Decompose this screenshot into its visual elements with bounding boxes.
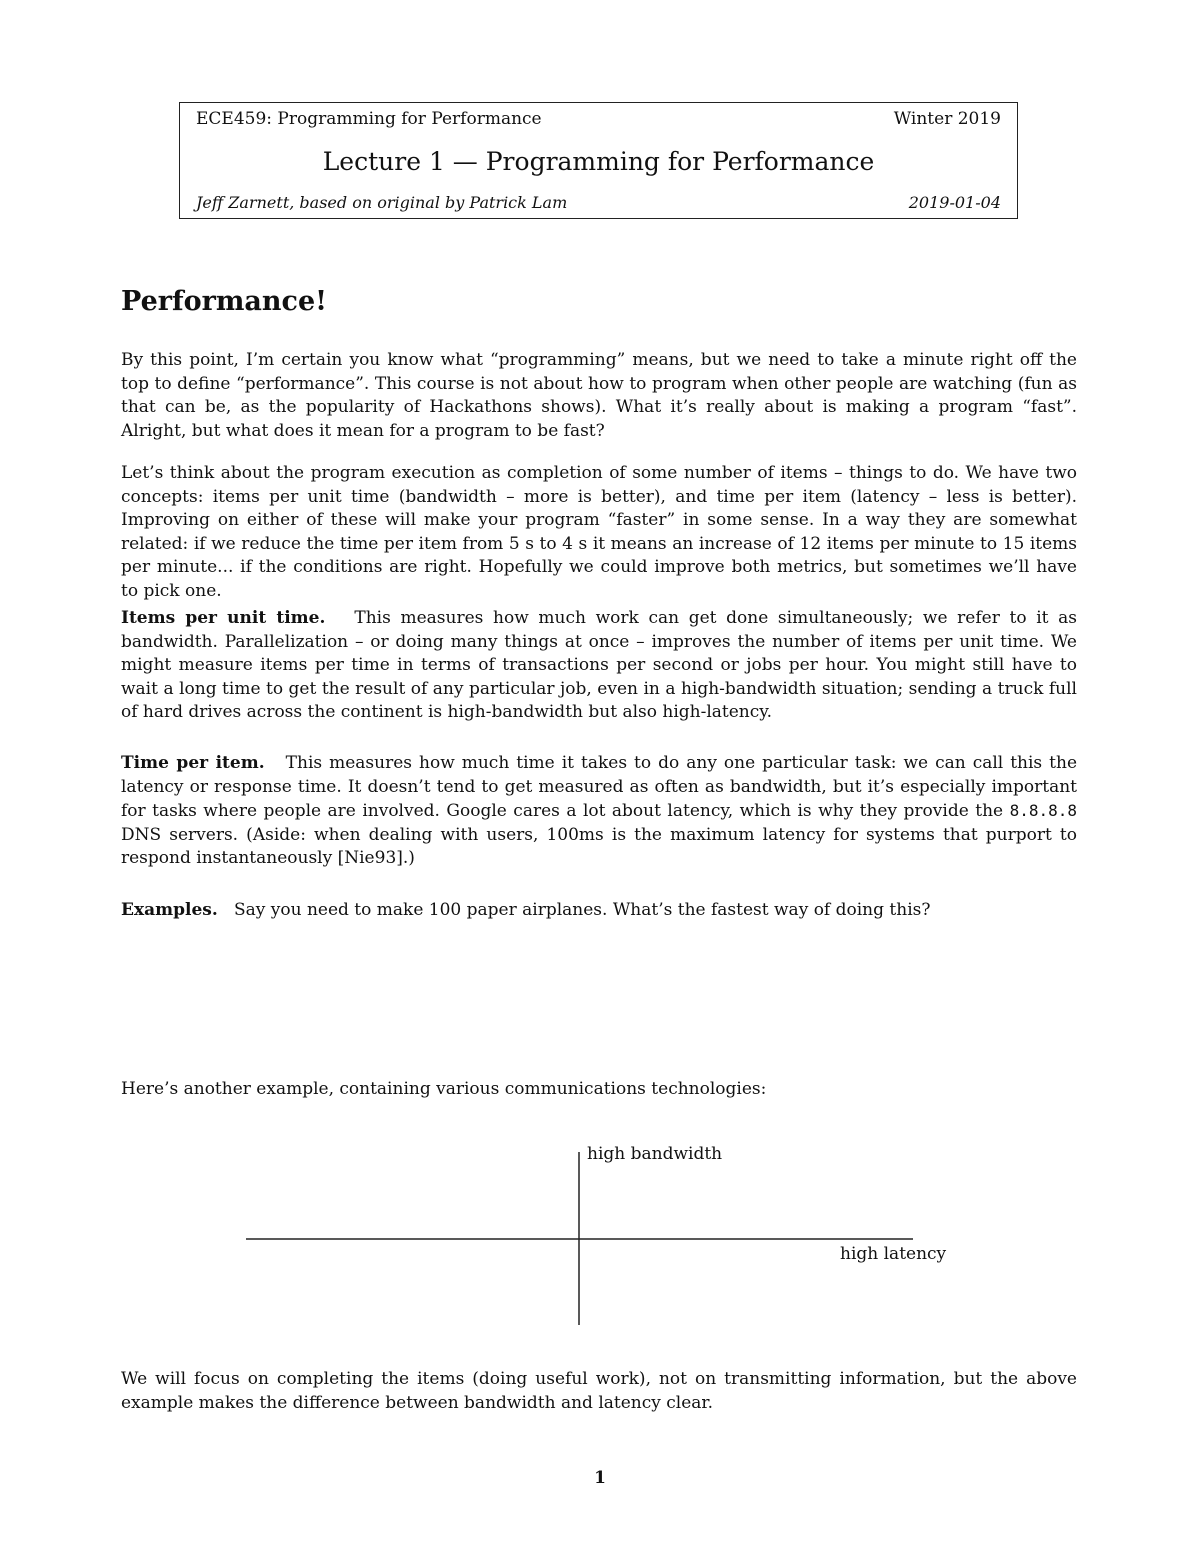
diagram-y-label: high bandwidth <box>587 1144 723 1164</box>
header-course-row <box>196 109 1001 129</box>
paragraph-examples <box>121 899 1077 923</box>
header-author-row <box>196 193 1001 212</box>
course-name: ECE459: Programming for Performance <box>196 109 542 129</box>
time-body-1: This measures how much time it takes to do any one particular task: we can call this the latency or response time. It doesn’t tend to get measured as often as bandwidth, but it’s especially important for tasks where people are involved. Google cares a lot about latency, which is why they provide the <box>121 753 1078 822</box>
diagram-x-label: high latency <box>840 1244 947 1264</box>
term: Winter 2019 <box>893 109 1001 129</box>
header-title-row <box>180 147 1017 176</box>
page-number: 1 <box>594 1468 606 1488</box>
time-heading: Time per item. <box>121 753 265 773</box>
date: 2019-01-04 <box>908 193 1001 212</box>
examples-body: Say you need to make 100 paper airplanes. What’s the fastest way of doing this? <box>233 900 931 920</box>
time-body-2: DNS servers. (Aside: when dealing with users, 100ms is the maximum latency for systems that purport to respond instantaneously [Nie93].) <box>121 824 1077 869</box>
paragraph-items-per-unit-time <box>121 607 1077 725</box>
items-body: This measures how much work can get done simultaneously; we refer to it as bandwidth. Parallelization – or doing many things at once – improves the number of items per unit time. We might measure items per time in terms of transactions per second or jobs per hour. You might still have to wait a long time to get the result of any particular job, even in a high-bandwidth situation; sending a truck full of hard drives across the continent is high-bandwidth but also high-latency. <box>121 608 1077 723</box>
paragraph-closing: We will focus on completing the items (doing useful work), not on transmitting information, but the above example makes the difference between bandwidth and latency clear. <box>121 1369 1077 1413</box>
section-title: Performance! <box>121 286 327 317</box>
examples-heading: Examples. <box>121 900 218 920</box>
lecture-header-box <box>179 102 1018 219</box>
items-heading: Items per unit time. <box>121 608 326 628</box>
author: Jeff Zarnett, based on original by Patrick Lam <box>196 193 568 212</box>
paragraph-concepts: Let’s think about the program execution as completion of some number of items – things to do. We have two concepts: items per unit time (bandwidth – more is better), and time per item (latency – less is better). Improving on either of these will make your program “faster” in some sense. In a way they are somewhat related: if we reduce the time per item from 5 s to 4 s it means an increase of 12 items per minute to 15 items per minute... if the conditions are right. Hopefully we could improve both metrics, but sometimes we’ll have to pick one. <box>121 463 1077 601</box>
dns-address: 8.8.8.8 <box>1009 801 1077 821</box>
paragraph-another-example: Here’s another example, containing various communications technologies: <box>121 1079 767 1099</box>
paragraph-intro: By this point, I’m certain you know what “programming” means, but we need to take a minute right off the top to define “performance”. This course is not about how to program when other people are watching (fun as that can be, as the popularity of Hackathons shows). What it’s really about is making a program “fast”. Alright, but what does it mean for a program to be fast? <box>121 350 1077 441</box>
paragraph-time-per-item <box>121 752 1077 871</box>
lecture-title: Lecture 1 — Programming for Performance <box>322 147 875 176</box>
